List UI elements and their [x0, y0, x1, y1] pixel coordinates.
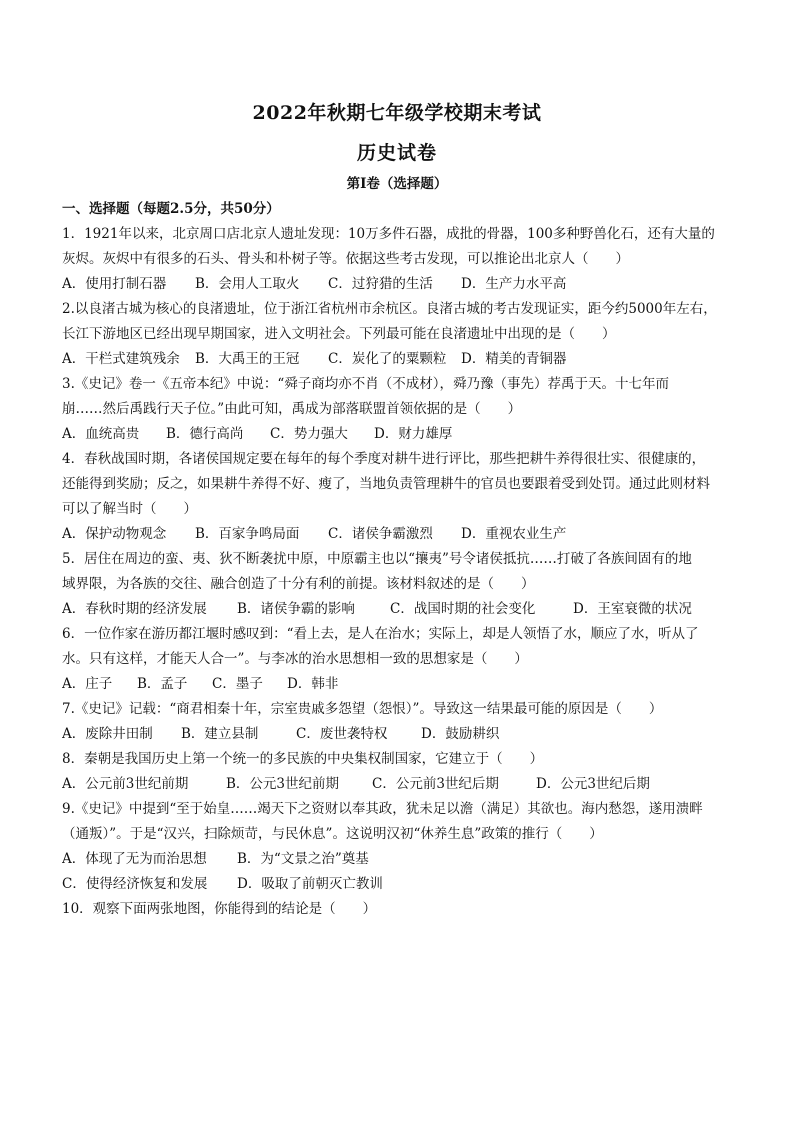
question-5-stem-line: 域界限，为各族的交往、融合创造了十分有利的前提。该材料叙述的是（ ） [62, 576, 535, 592]
option-b: B．德行高尚 [166, 426, 244, 442]
option-a: A．使用打制石器 [62, 276, 167, 292]
option-a: A．血统高贵 [62, 426, 140, 442]
question-8-stem-line: 8．秦朝是我国历史上第一个统一的多民族的中央集权制国家，它建立于（ ） [62, 751, 544, 767]
exam-title: 2022年秋期七年级学校期末考试 [252, 102, 542, 124]
option-b: B．建立县制 [181, 726, 259, 742]
option-c: C．墨子 [212, 676, 263, 692]
option-d: D．生产力水平高 [461, 276, 567, 292]
question-1-options [62, 272, 734, 297]
question-1-stem-line: 灰烬。灰烬中有很多的石头、骨头和朴树子等。依据这些考古发现，可以推论出北京人（ ） [62, 251, 629, 267]
option-a: A．公元前3世纪前期 [62, 776, 189, 792]
part-title: 第Ⅰ卷（选择题） [346, 176, 448, 192]
question-9-options-row [62, 872, 734, 897]
question-9-options-row [62, 847, 734, 872]
option-d: D．吸取了前朝灭亡教训 [237, 876, 383, 892]
option-d: D．鼓励耕织 [421, 726, 500, 742]
option-b: B．公元3世纪前期 [226, 776, 340, 792]
question-3-stem-line: 3.《史记》卷一《五帝本纪》中说：“舜子商均亦不肖（不成材），舜乃豫（事先）荐禹于天。十七年而 [62, 376, 670, 392]
question-3-stem-line: 崩……然后禹践行天子位。”由此可知，禹成为部落联盟首领依据的是（ ） [62, 401, 522, 417]
option-a: A．庄子 [62, 676, 113, 692]
question-9-stem-line: 9.《史记》中提到“至于始皇……竭天下之资财以奉其政，犹未足以澹（满足）其欲也。海内愁怨，遂用溃畔 [62, 801, 703, 817]
question-2-options [62, 347, 734, 372]
question-4-stem-line: 4．春秋战国时期，各诸侯国规定要在每年的每个季度对耕牛进行评比，那些把耕牛养得很壮实、很健康的， [62, 451, 706, 467]
question-4-options [62, 522, 734, 547]
option-b: B．孟子 [137, 676, 188, 692]
question-6-stem-line: 水。只有这样，才能天人合一”。与李冰的治水思想相一致的思想家是（ ） [62, 651, 528, 667]
option-b: B．诸侯争霸的影响 [237, 601, 355, 617]
option-d: D．财力雄厚 [374, 426, 453, 442]
option-c: C．势力强大 [270, 426, 348, 442]
question-7-stem-line: 7.《史记》记载：“商君相秦十年，宗室贵戚多怨望（怨恨）”。导致这一结果最可能的原因是（ ） [62, 701, 663, 717]
question-7-options [62, 722, 734, 747]
option-a: A．干栏式建筑残余 [62, 351, 180, 367]
option-a: A．体现了无为而治思想 [62, 851, 207, 867]
option-b: B．百家争鸣局面 [195, 526, 300, 542]
question-9-stem-line: （通叛）”。于是“汉兴，扫除烦苛，与民休息”。这说明汉初“休养生息”政策的推行（ ） [62, 826, 603, 842]
question-6-options [62, 672, 734, 697]
option-b: B．大禹王的王冠 [195, 351, 300, 367]
question-3-options [62, 422, 734, 447]
question-8-options [62, 772, 734, 797]
option-a: A．保护动物观念 [62, 526, 167, 542]
option-d: D．重视农业生产 [461, 526, 567, 542]
subject-title: 历史试卷 [356, 142, 437, 164]
option-a: A．废除井田制 [62, 726, 153, 742]
section-heading: 一、选择题（每题2.5分，共50分） [62, 201, 280, 217]
option-a: A．春秋时期的经济发展 [62, 601, 207, 617]
option-d: D．王室衰微的状况 [573, 601, 692, 617]
option-d: D．精美的青铜器 [461, 351, 567, 367]
question-6-stem-line: 6．一位作家在游历都江堰时感叹到：“看上去，是人在治水；实际上，却是人领悟了水，顺应了水，听从了 [62, 626, 699, 642]
question-2-stem-line: 长江下游地区已经出现早期国家，进入文明社会。下列最可能在良渚遗址中出现的是（ ） [62, 326, 616, 342]
question-5-options [62, 597, 734, 622]
option-b: B．为“文景之治”奠基 [237, 851, 369, 867]
question-4-stem-line: 还能得到奖励；反之，如果耕牛养得不好、瘦了，当地负责管理耕牛的官员也要跟着受到处罚。通过此则材料 [62, 476, 710, 492]
option-c: C．废世袭特权 [296, 726, 388, 742]
question-1-stem-line: 1．1921年以来，北京周口店北京人遗址发现：10万多件石器，成批的骨器，100多种野兽化石，还有大量的 [62, 226, 715, 242]
question-5-stem-line: 5．居住在周边的蛮、夷、狄不断袭扰中原，中原霸主也以“攘夷”号令诸侯抵抗……打破了各族间固有的地 [62, 551, 692, 567]
question-list [62, 197, 734, 922]
option-c: C．战国时期的社会变化 [390, 601, 536, 617]
option-c: C．炭化了的粟颗粒 [328, 351, 447, 367]
option-b: B．会用人工取火 [195, 276, 300, 292]
option-c: C．公元前3世纪后期 [372, 776, 499, 792]
option-c: C．过狩猎的生活 [328, 276, 433, 292]
option-c: C．使得经济恢复和发展 [62, 876, 208, 892]
option-d: D．公元3世纪后期 [536, 776, 650, 792]
option-d: D．韩非 [287, 676, 339, 692]
question-2-stem-line: 2.以良渚古城为核心的良渚遗址，位于浙江省杭州市余杭区。良渚古城的考古发现证实，距今约5000年左右， [62, 301, 717, 317]
question-4-stem-line: 可以了解当时（ ） [62, 501, 197, 517]
option-c: C．诸侯争霸激烈 [328, 526, 433, 542]
question-10-stem-line: 10．观察下面两张地图，你能得到的结论是（ ） [62, 901, 377, 917]
